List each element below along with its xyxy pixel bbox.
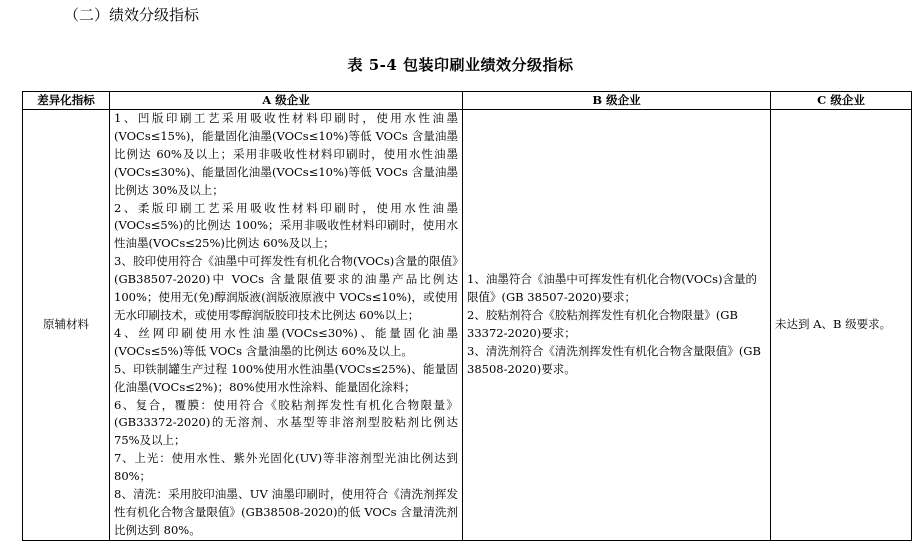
header-grade-c: C 级企业: [771, 92, 912, 110]
grade-b-item: 1、油墨符合《油墨中可挥发性有机化合物(VOCs)含量的限值》(GB 38507-2020)要求；: [467, 272, 758, 305]
section-heading: （二）绩效分级指标: [64, 6, 200, 24]
grade-a-item: 2、柔版印刷工艺采用吸收性材料印刷时，使用水性油墨(VOCs≤5%)的比例达 100%；采用非吸收性材料印刷时，使用水性油墨(VOCs≤25%)比例达 60%及以上；: [114, 200, 458, 251]
grade-a-item: 8、清洗：采用胶印油墨、UV 油墨印刷时，使用符合《清洗剂挥发性有机化合物含量限值》(GB38508-2020)的低 VOCs 含量清洗剂比例达到 80%。: [114, 487, 458, 537]
grade-b-cell: [463, 110, 771, 541]
grade-b-item: 3、清洗剂符合《清洗剂挥发性有机化合物含量限值》(GB 38508-2020)要求。: [467, 343, 761, 376]
grade-c-cell: 未达到 A、B 级要求。: [771, 110, 912, 541]
grade-a-cell: [110, 110, 463, 541]
grade-a-item: 4、丝网印刷使用水性油墨(VOCs≤30%)、能量固化油墨(VOCs≤5%)等低 VOCs 含量油墨的比例达 60%及以上。: [114, 325, 458, 358]
grade-b-item: 2、胶粘剂符合《胶粘剂挥发性有机化合物限量》(GB 33372-2020)要求；: [467, 307, 738, 340]
table-caption: 表 5-4 包装印刷业绩效分级指标: [347, 56, 574, 74]
header-indicator: 差异化指标: [23, 92, 110, 110]
grade-a-item: 6、复合，覆膜：使用符合《胶粘剂挥发性有机化合物限量》(GB33372-2020)的无溶剂、水基型等非溶剂型胶粘剂比例达 75%及以上；: [114, 397, 458, 448]
table-row: [23, 110, 912, 541]
grade-a-item: 3、胶印使用符合《油墨中可挥发性有机化合物(VOCs)含量的限值》(GB38507-2020)中 VOCs 含量限值要求的油墨产品比例达 100%；使用无(免)醇润版液(润版液原液中 VOCs≤10%)，或使用无水印刷技术，或使用零醇润版胶印技术比例达 60%以上；: [114, 254, 458, 322]
header-grade-b: B 级企业: [463, 92, 771, 110]
grade-a-item: 5、印铁制罐生产过程 100%使用水性油墨(VOCs≤25%)、能量固化油墨(VOCs≤2%)；80%使用水性涂料、能量固化涂料；: [114, 361, 458, 394]
header-grade-a: A 级企业: [110, 92, 463, 110]
performance-grading-table: [22, 91, 912, 541]
grade-a-item: 7、上光：使用水性、紫外光固化(UV)等非溶剂型光油比例达到 80%；: [114, 451, 458, 484]
indicator-cell: 原辅材料: [23, 110, 110, 541]
table-header-row: [23, 92, 912, 110]
grade-a-item: 1、凹版印刷工艺采用吸收性材料印刷时，使用水性油墨(VOCs≤15%)，能量固化油墨(VOCs≤10%)等低 VOCs 含量油墨比例达 60%及以上；采用非吸收性材料印刷时，使用水性油墨(VOCs≤30%)、能量固化油墨(VOCs≤10%)等低 VOCs 含量油墨比例达 30%及以上；: [114, 111, 458, 197]
